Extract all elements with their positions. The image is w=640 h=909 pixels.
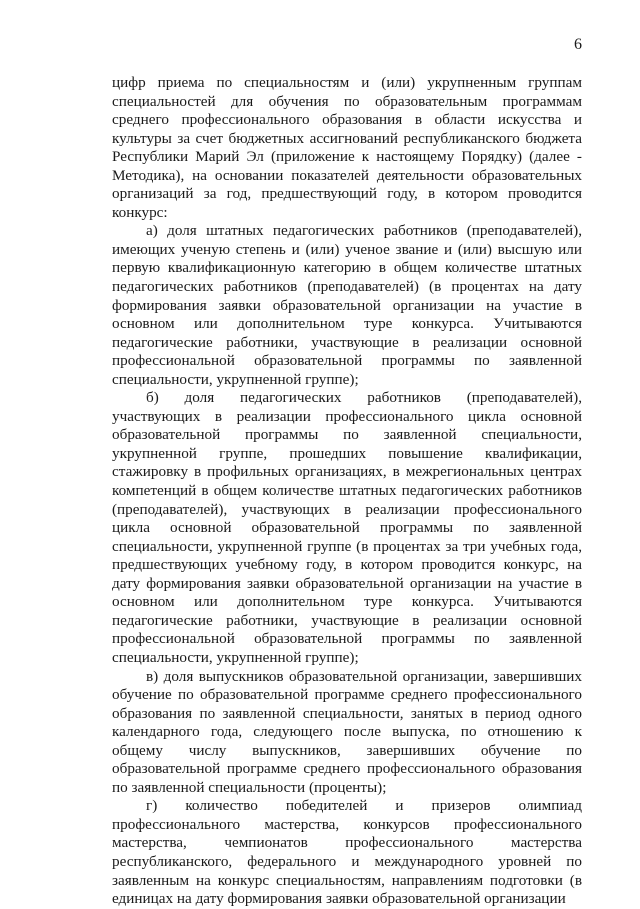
paragraph-item-a: а) доля штатных педагогических работников (преподавателей), имеющих ученую степень и (или) ученое звание и (или) высшую или первую квалификационную категорию в общем количестве штатных педагогических работников (преподавателей) (в процентах на дату формирования заявки образовательной организации на участие в основном или дополнительном туре конкурса. Учитываются педагогические работники, участвующие в реализации основной профессиональной образовательной программы по заявленной специальности, укрупненной группе); [112,222,582,388]
document-body [112,74,582,909]
page-number: 6 [574,36,582,53]
paragraph-continuation: цифр приема по специальностям и (или) укрупненным группам специальностей для обучения по образовательным программам среднего профессионального образования в области искусства и культуры за счет бюджетных ассигнований республиканского бюджета Республики Марий Эл (приложение к настоящему Порядку) (далее - Методика), на основании показателей деятельности образовательных организаций за год, предшествующий году, в котором проводится конкурс: [112,74,582,221]
paragraph-item-v: в) доля выпускников образовательной организации, завершивших обучение по образовательной программе среднего профессионального образования по заявленной специальности, занятых в период одного календарного года, следующего после выпуска, по отношению к общему числу выпускников, завершивших обучение по образовательной программе среднего профессионального образования по заявленной специальности (проценты); [112,667,582,796]
paragraph-item-b: б) доля педагогических работников (преподавателей), участвующих в реализации профессионального цикла основной образовательной программы по заявленной специальности, укрупненной группе, прошедших повышение квалификации, стажировку в профильных организациях, в межрегиональных центрах компетенций в общем количестве штатных педагогических работников (преподавателей), участвующих в реализации профессионального цикла основной образовательной программы по заявленной специальности, укрупненной группе (в процентах за три учебных года, предшествующих учебному году, в котором проводится конкурс, на дату формирования заявки образовательной организации на участие в основном или дополнительном туре конкурса. Учитываются педагогические работники, участвующие в реализации основной профессиональной образовательной программы по заявленной специальности, укрупненной группе); [112,389,582,666]
paragraph-item-g: г) количество победителей и призеров олимпиад профессионального мастерства, конкурсов профессионального мастерства, чемпионатов профессионального мастерства республиканского, федерального и международного уровней по заявленным на конкурс специальностям, направлениям подготовки (в единицах на дату формирования заявки образовательной организации [112,797,582,908]
